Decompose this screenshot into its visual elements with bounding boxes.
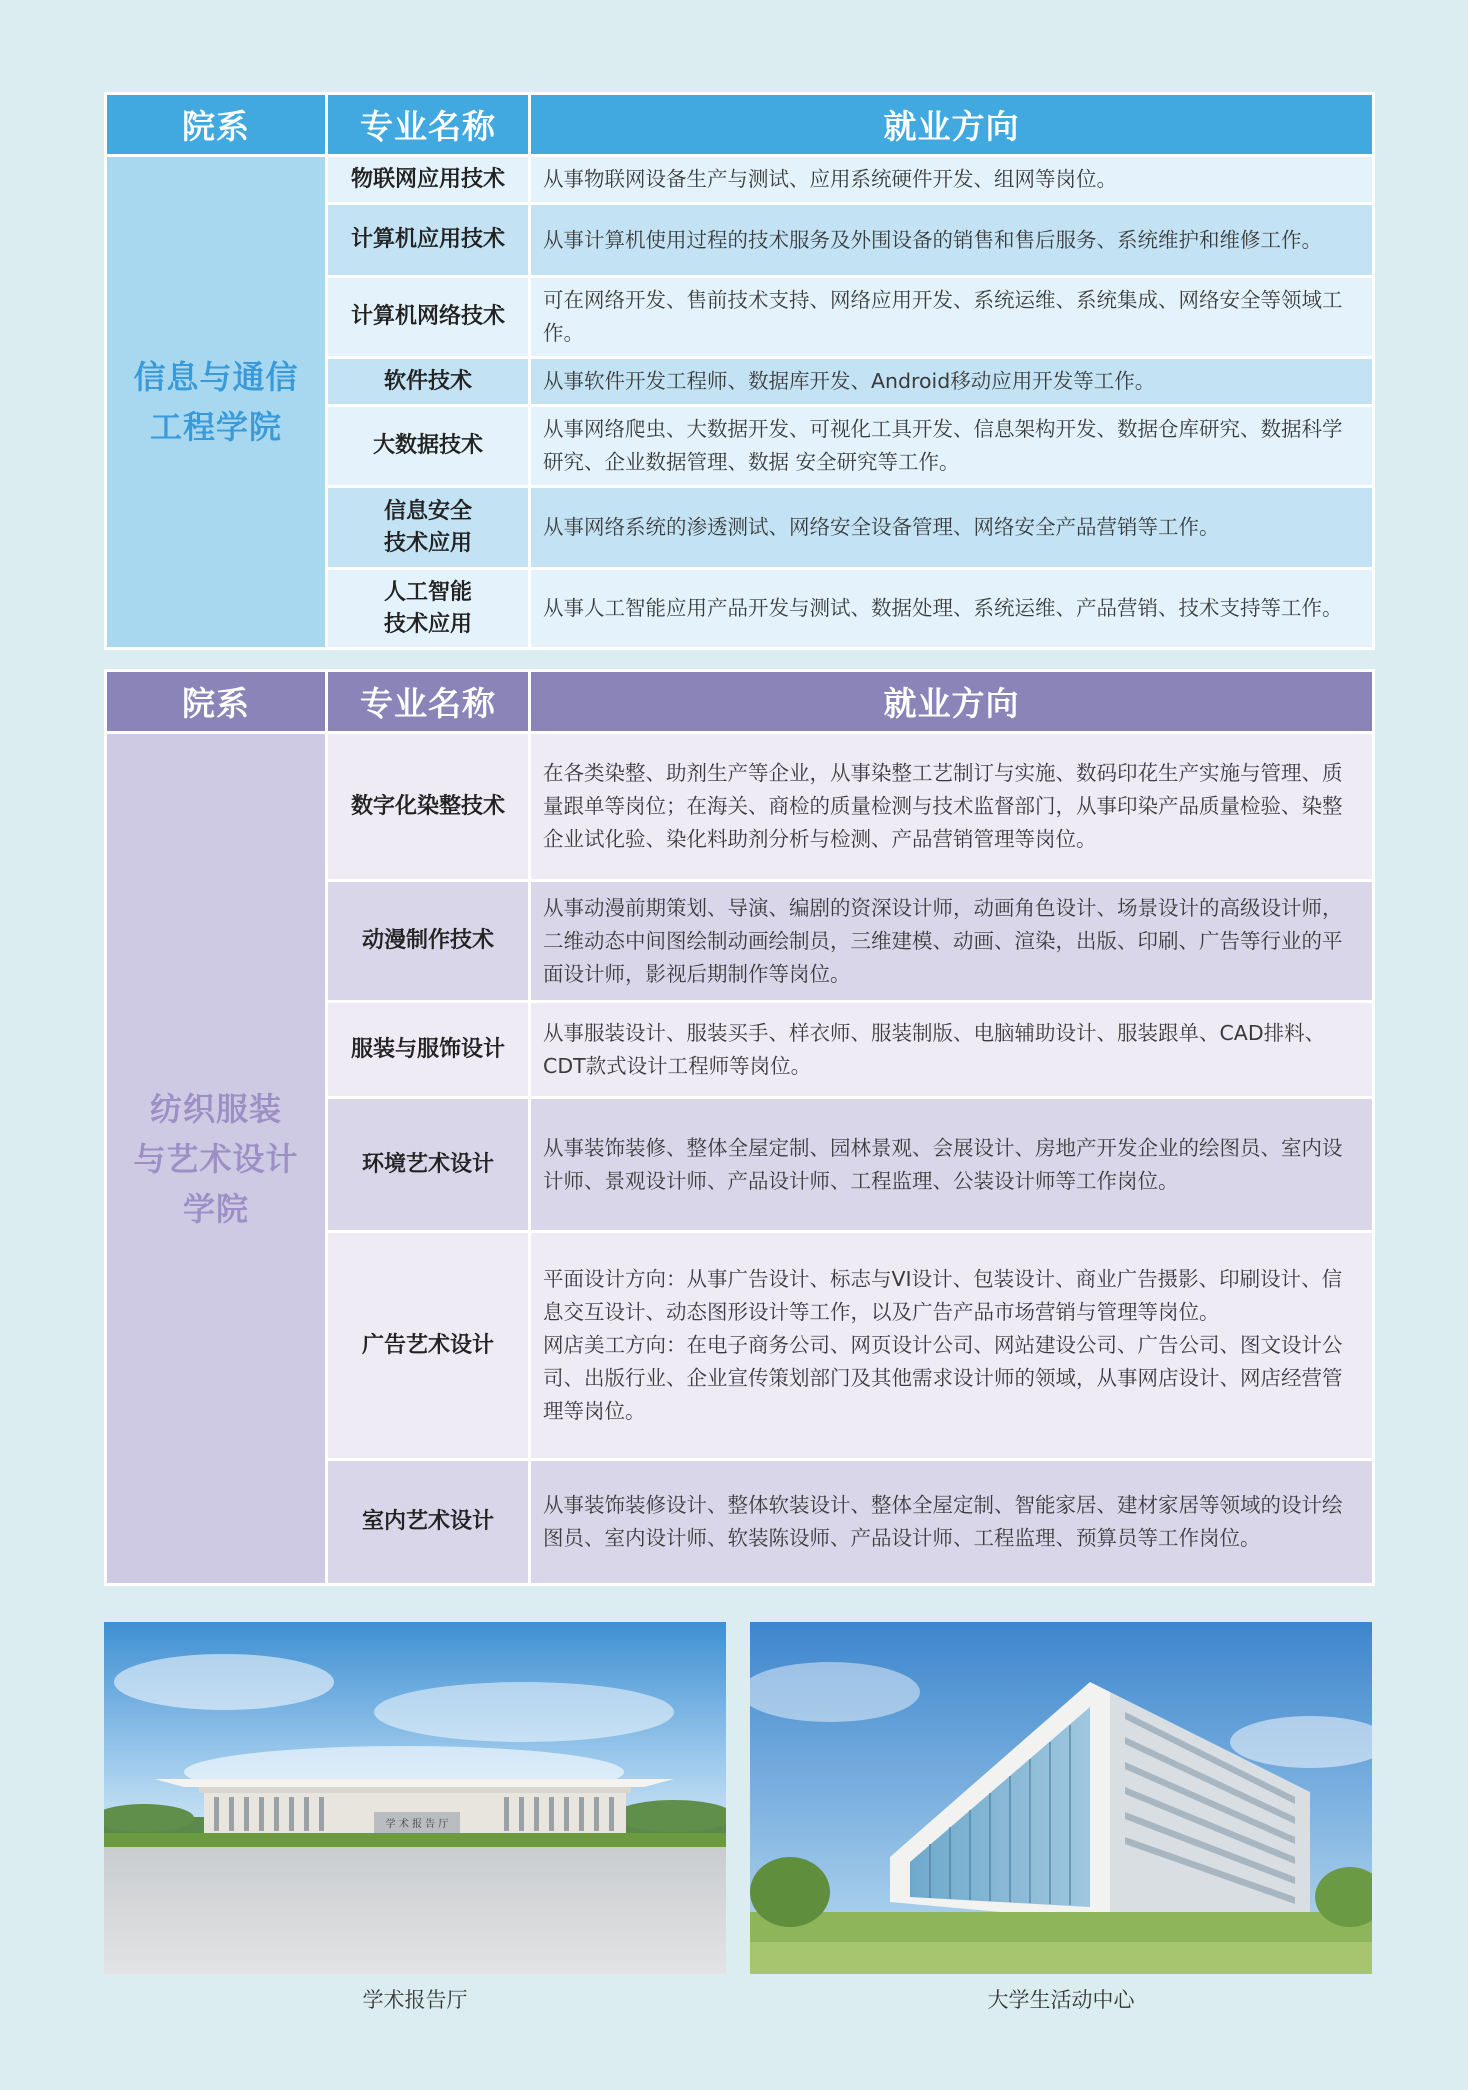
career-text: 从事动漫前期策划、导演、编剧的资深设计师，动画角色设计、场景设计的高级设计师，二维动态中间图绘制动画绘制员，三维建模、动画、渲染，出版、印刷、广告等行业的平面设计师，影视后期制作等岗位。 — [530, 881, 1374, 1002]
lecture-hall-photo — [104, 1622, 726, 1974]
header-dept: 院系 — [106, 671, 327, 733]
header-career: 就业方向 — [530, 94, 1374, 156]
career-text: 从事人工智能应用产品开发与测试、数据处理、系统运维、产品营销、技术支持等工作。 — [530, 569, 1374, 649]
table-row — [106, 156, 1374, 204]
activity-center-illustration — [750, 1622, 1372, 1974]
career-text: 从事软件开发工程师、数据库开发、Android移动应用开发等工作。 — [530, 358, 1374, 406]
major-name: 计算机网络技术 — [327, 277, 530, 358]
major-name: 计算机应用技术 — [327, 204, 530, 277]
art-majors-table — [104, 669, 1375, 1586]
career-text: 平面设计方向：从事广告设计、标志与VI设计、包装设计、商业广告摄影、印刷设计、信息交互设计、动态图形设计等工作，以及广告产品市场营销与管理等岗位。 网店美工方向：在电子商务公司、网页设计公司、网站建设公司、广告公司、图文设计公司、出版行业、企业宣传策划部门及其他需求设计师的领域，从事网店设计、网店经营管理等岗位。 — [530, 1232, 1374, 1460]
career-text: 从事装饰装修设计、整体软装设计、整体全屋定制、智能家居、建材家居等领域的设计绘图员、室内设计师、软装陈设师、产品设计师、工程监理、预算员等工作岗位。 — [530, 1460, 1374, 1585]
header-major: 专业名称 — [327, 671, 530, 733]
activity-center-photo — [750, 1622, 1372, 1974]
career-text: 可在网络开发、售前技术支持、网络应用开发、系统运维、系统集成、网络安全等领域工作。 — [530, 277, 1374, 358]
lecture-hall-caption: 学术报告厅 — [362, 1988, 468, 2012]
career-text: 从事物联网设备生产与测试、应用系统硬件开发、组网等岗位。 — [530, 156, 1374, 204]
career-text: 从事网络系统的渗透测试、网络安全设备管理、网络安全产品营销等工作。 — [530, 487, 1374, 569]
major-name: 动漫制作技术 — [327, 881, 530, 1002]
career-text: 从事服装设计、服装买手、样衣师、服装制版、电脑辅助设计、服装跟单、CAD排料、CDT款式设计工程师等岗位。 — [530, 1002, 1374, 1098]
major-name: 人工智能 技术应用 — [327, 569, 530, 649]
major-name: 软件技术 — [327, 358, 530, 406]
major-name: 物联网应用技术 — [327, 156, 530, 204]
major-name: 环境艺术设计 — [327, 1098, 530, 1232]
table-header — [106, 671, 1374, 733]
career-text: 从事装饰装修、整体全屋定制、园林景观、会展设计、房地产开发企业的绘图员、室内设计师、景观设计师、产品设计师、工程监理、公装设计师等工作岗位。 — [530, 1098, 1374, 1232]
table-row — [106, 733, 1374, 881]
lecture-hall-illustration — [104, 1622, 726, 1974]
major-name: 数字化染整技术 — [327, 733, 530, 881]
table-header — [106, 94, 1374, 156]
activity-center-caption: 大学生活动中心 — [987, 1988, 1135, 2012]
header-dept: 院系 — [106, 94, 327, 156]
dept-name: 信息与通信 工程学院 — [106, 156, 327, 649]
major-name: 室内艺术设计 — [327, 1460, 530, 1585]
career-text: 从事网络爬虫、大数据开发、可视化工具开发、信息架构开发、数据仓库研究、数据科学研究、企业数据管理、数据 安全研究等工作。 — [530, 406, 1374, 487]
header-major: 专业名称 — [327, 94, 530, 156]
major-name: 服装与服饰设计 — [327, 1002, 530, 1098]
dept-name: 纺织服装 与艺术设计 学院 — [106, 733, 327, 1585]
header-career: 就业方向 — [530, 671, 1374, 733]
major-name: 广告艺术设计 — [327, 1232, 530, 1460]
career-text: 在各类染整、助剂生产等企业，从事染整工艺制订与实施、数码印花生产实施与管理、质量跟单等岗位；在海关、商检的质量检测与技术监督部门，从事印染产品质量检验、染整企业试化验、染化料助剂分析与检测、产品营销管理等岗位。 — [530, 733, 1374, 881]
career-text: 从事计算机使用过程的技术服务及外围设备的销售和售后服务、系统维护和维修工作。 — [530, 204, 1374, 277]
it-majors-table — [104, 92, 1375, 650]
major-name: 大数据技术 — [327, 406, 530, 487]
major-name: 信息安全 技术应用 — [327, 487, 530, 569]
hall-sign: 学 术 报 告 厅 — [385, 1819, 449, 1830]
